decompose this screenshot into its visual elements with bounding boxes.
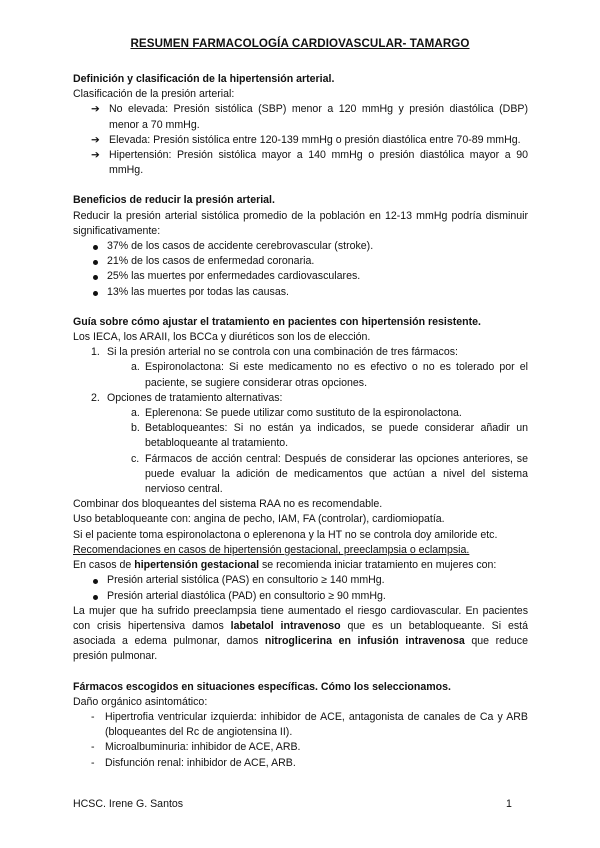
sub-item: b. Betabloqueantes: Si no están ya indicados, se puede considerar añadir un betabloqueante al tratamiento. bbox=[131, 422, 528, 450]
bullet-icon bbox=[93, 291, 98, 296]
document-body bbox=[73, 72, 528, 771]
bullet-icon bbox=[93, 595, 98, 600]
sub-list bbox=[107, 360, 528, 390]
note-line: Si el paciente toma espironolactona o eplerenona y la HT no se controla doy amiloride etc. bbox=[73, 528, 498, 541]
note-line: Combinar dos bloqueantes del sistema RAA no es recomendable. bbox=[73, 498, 383, 511]
page-number: 1 bbox=[506, 798, 512, 810]
organ-damage-list bbox=[73, 710, 528, 771]
preeclampsia-paragraph: La mujer que ha sufrido preeclampsia tiene aumentado el riesgo cardiovascular. En pacientes con crisis hipertensiva damos labetalol intravenoso que es un betabloqueante. Si está asociada a edema pulmonar, damos nitroglicerina en infusión intravenosa que reduce presión pulmonar. bbox=[73, 604, 528, 663]
benefits-list bbox=[73, 239, 528, 300]
list-item: - Hipertrofia ventricular izquierda: inhibidor de ACE, antagonista de canales de Ca y ARB (bloqueantes del Rc de angiotensina II). bbox=[91, 710, 528, 739]
bullet-icon bbox=[93, 260, 98, 265]
gestational-list bbox=[73, 573, 528, 603]
sub-item: a. Eplerenona: Se puede utilizar como sustituto de la espironolactona. bbox=[131, 407, 462, 420]
document-title: RESUMEN FARMACOLOGÍA CARDIOVASCULAR- TAMARGO bbox=[130, 37, 470, 50]
section-heading-guia: Guía sobre cómo ajustar el tratamiento en pacientes con hipertensión resistente. bbox=[73, 315, 481, 328]
list-item: ➔ No elevada: Presión sistólica (SBP) menor a 120 mmHg y presión diastólica (DBP) menor a 70 mmHg. bbox=[91, 103, 528, 131]
list-item: - Disfunción renal: inhibidor de ACE, ARB. bbox=[91, 756, 296, 769]
classification-list bbox=[73, 102, 528, 178]
list-item: 25% las muertes por enfermedades cardiovasculares. bbox=[93, 269, 528, 284]
section-intro: Los IECA, los ARAII, los BCCa y diuréticos son los de elección. bbox=[73, 331, 371, 344]
list-item: 21% de los casos de enfermedad coronaria. bbox=[93, 254, 528, 269]
treatment-steps bbox=[73, 345, 528, 497]
list-item: ➔ Elevada: Presión sistólica entre 120-139 mmHg o presión diastólica entre 70-89 mmHg. bbox=[97, 133, 528, 148]
section-heading-definicion: Definición y clasificación de la hipertensión arterial. bbox=[73, 73, 335, 85]
list-item: - Microalbuminuria: inhibidor de ACE, ARB. bbox=[91, 741, 301, 754]
bullet-icon bbox=[93, 579, 98, 584]
arrow-icon: ➔ bbox=[91, 103, 100, 116]
sub-item: c. Fármacos de acción central: Después de considerar las opciones anteriores, se puede evaluar la adición de medicamentos que actúan a nivel del sistema nervioso central. bbox=[131, 452, 528, 496]
list-item: Presión arterial sistólica (PAS) en consultorio ≥ 140 mmHg. bbox=[93, 573, 528, 588]
section-heading-beneficios: Beneficios de reducir la presión arterial. bbox=[73, 194, 275, 207]
section-heading-farmacos: Fármacos escogidos en situaciones específicas. Cómo los seleccionamos. bbox=[73, 680, 451, 693]
section-intro: Clasificación de la presión arterial: bbox=[73, 88, 235, 101]
bullet-icon bbox=[93, 245, 98, 250]
sub-item: a. Espironolactona: Si este medicamento no es efectivo o no es tolerado por el paciente, se sugiere considerar otras opciones. bbox=[131, 361, 528, 389]
arrow-icon: ➔ bbox=[91, 149, 100, 162]
sub-list bbox=[107, 406, 528, 497]
section-intro: Daño orgánico asintomático: bbox=[73, 695, 208, 708]
gestational-intro: En casos de hipertensión gestacional se recomienda iniciar tratamiento en mujeres con: bbox=[73, 559, 497, 572]
list-item: ➔ Hipertensión: Presión sistólica mayor a 140 mmHg o presión diastólica mayor a 90 mmHg. bbox=[91, 149, 528, 177]
step-item: 1. Si la presión arterial no se controla con una combinación de tres fármacos: a. Espironolactona: Si este medicamento no es efectivo o no es tolerado por el paciente, se sugiere considerar otras opciones. bbox=[91, 345, 528, 391]
list-item: 37% de los casos de accidente cerebrovascular (stroke). bbox=[93, 239, 528, 254]
bullet-icon bbox=[93, 275, 98, 280]
list-item: 13% las muertes por todas las causas. bbox=[93, 285, 528, 300]
note-line: Uso betabloqueante con: angina de pecho, IAM, FA (controlar), cardiomiopatía. bbox=[73, 513, 445, 526]
step-item: 2. Opciones de tratamiento alternativas: a. Eplerenona: Se puede utilizar como sustituto de la espironolactona. b. Betabloqueantes: Si no están ya indicados, se puede considerar añadir un betabloqueante al tratamiento. c. Fármacos de acción central: Después de considerar las opciones anteriores, se puede evaluar la adición de medicamentos que actúan a nivel del sistema nervioso central. bbox=[91, 391, 528, 497]
gestational-heading: Recomendaciones en casos de hipertensión gestacional, preeclampsia o eclampsia. bbox=[73, 543, 470, 556]
footer-author: HCSC. Irene G. Santos bbox=[73, 798, 184, 810]
arrow-icon: ➔ bbox=[91, 133, 100, 146]
section-intro: Reducir la presión arterial sistólica promedio de la población en 12-13 mmHg podría disminuir significativamente: bbox=[73, 209, 528, 237]
list-item: Presión arterial diastólica (PAD) en consultorio ≥ 90 mmHg. bbox=[93, 589, 528, 604]
